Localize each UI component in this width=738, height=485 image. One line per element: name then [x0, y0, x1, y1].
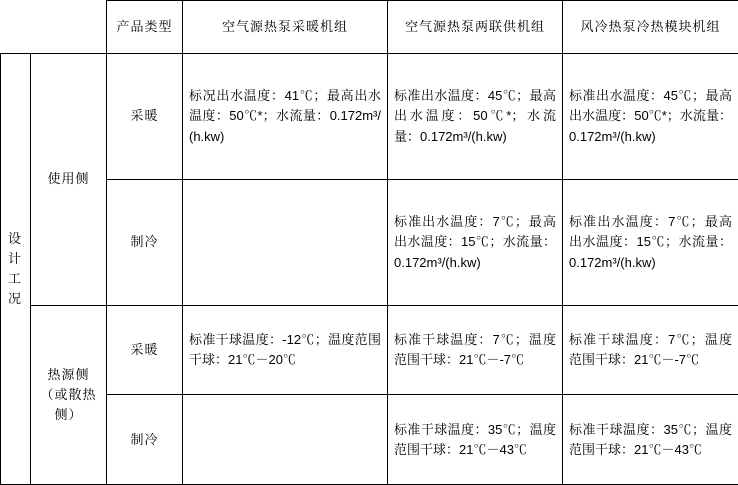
cell-source-cooling-col2: 标准干球温度：35℃；温度范围干球：21℃－43℃: [388, 395, 563, 485]
side-label-heat-source-side: 热源侧（或散热侧）: [31, 306, 107, 485]
table-row: [1, 53, 738, 179]
cell-use-heating-col3: 标准出水温度：45℃；最高出水温度：50℃*；水流量：0.172m³/(h.kw): [563, 53, 738, 179]
cell-source-cooling-col3: 标准干球温度：35℃；温度范围干球：21℃－43℃: [563, 395, 738, 485]
table-header-row: [1, 1, 738, 54]
mode-label-cooling-source: 制冷: [107, 395, 183, 485]
cell-use-cooling-col1: [183, 179, 388, 305]
cell-use-cooling-col2: 标准出水温度：7℃；最高出水温度：15℃；水流量：0.172m³/(h.kw): [388, 179, 563, 305]
mode-label-heating-use: 采暖: [107, 53, 183, 179]
side-label-use-side: 使用侧: [31, 53, 107, 305]
cell-source-cooling-col1: [183, 395, 388, 485]
cell-use-cooling-col3: 标准出水温度：7℃；最高出水温度：15℃；水流量：0.172m³/(h.kw): [563, 179, 738, 305]
cell-use-heating-col2: 标准出水温度：45℃；最高出水温度：50℃*；水流量：0.172m³/(h.kw): [388, 53, 563, 179]
mode-label-heating-source: 采暖: [107, 306, 183, 395]
cell-use-heating-col1: 标况出水温度：41℃；最高出水温度：50℃*；水流量：0.172m³/(h.kw): [183, 53, 388, 179]
header-column-1: 空气源热泵采暖机组: [183, 1, 388, 54]
mode-label-cooling-use: 制冷: [107, 179, 183, 305]
header-product-type: 产品类型: [107, 1, 183, 54]
table-row: [1, 306, 738, 395]
cell-source-heating-col2: 标准干球温度：7℃；温度范围干球：21℃－-7℃: [388, 306, 563, 395]
table-row: [1, 179, 738, 305]
table-row: [1, 395, 738, 485]
row-group-label-design-conditions: 设计工况: [1, 53, 31, 484]
header-corner-blank: [1, 1, 107, 54]
cell-source-heating-col1: 标准干球温度：-12℃；温度范围干球：21℃－20℃: [183, 306, 388, 395]
cell-source-heating-col3: 标准干球温度：7℃；温度范围干球：21℃－-7℃: [563, 306, 738, 395]
header-column-3: 风冷热泵冷热模块机组: [563, 1, 738, 54]
header-column-2: 空气源热泵两联供机组: [388, 1, 563, 54]
